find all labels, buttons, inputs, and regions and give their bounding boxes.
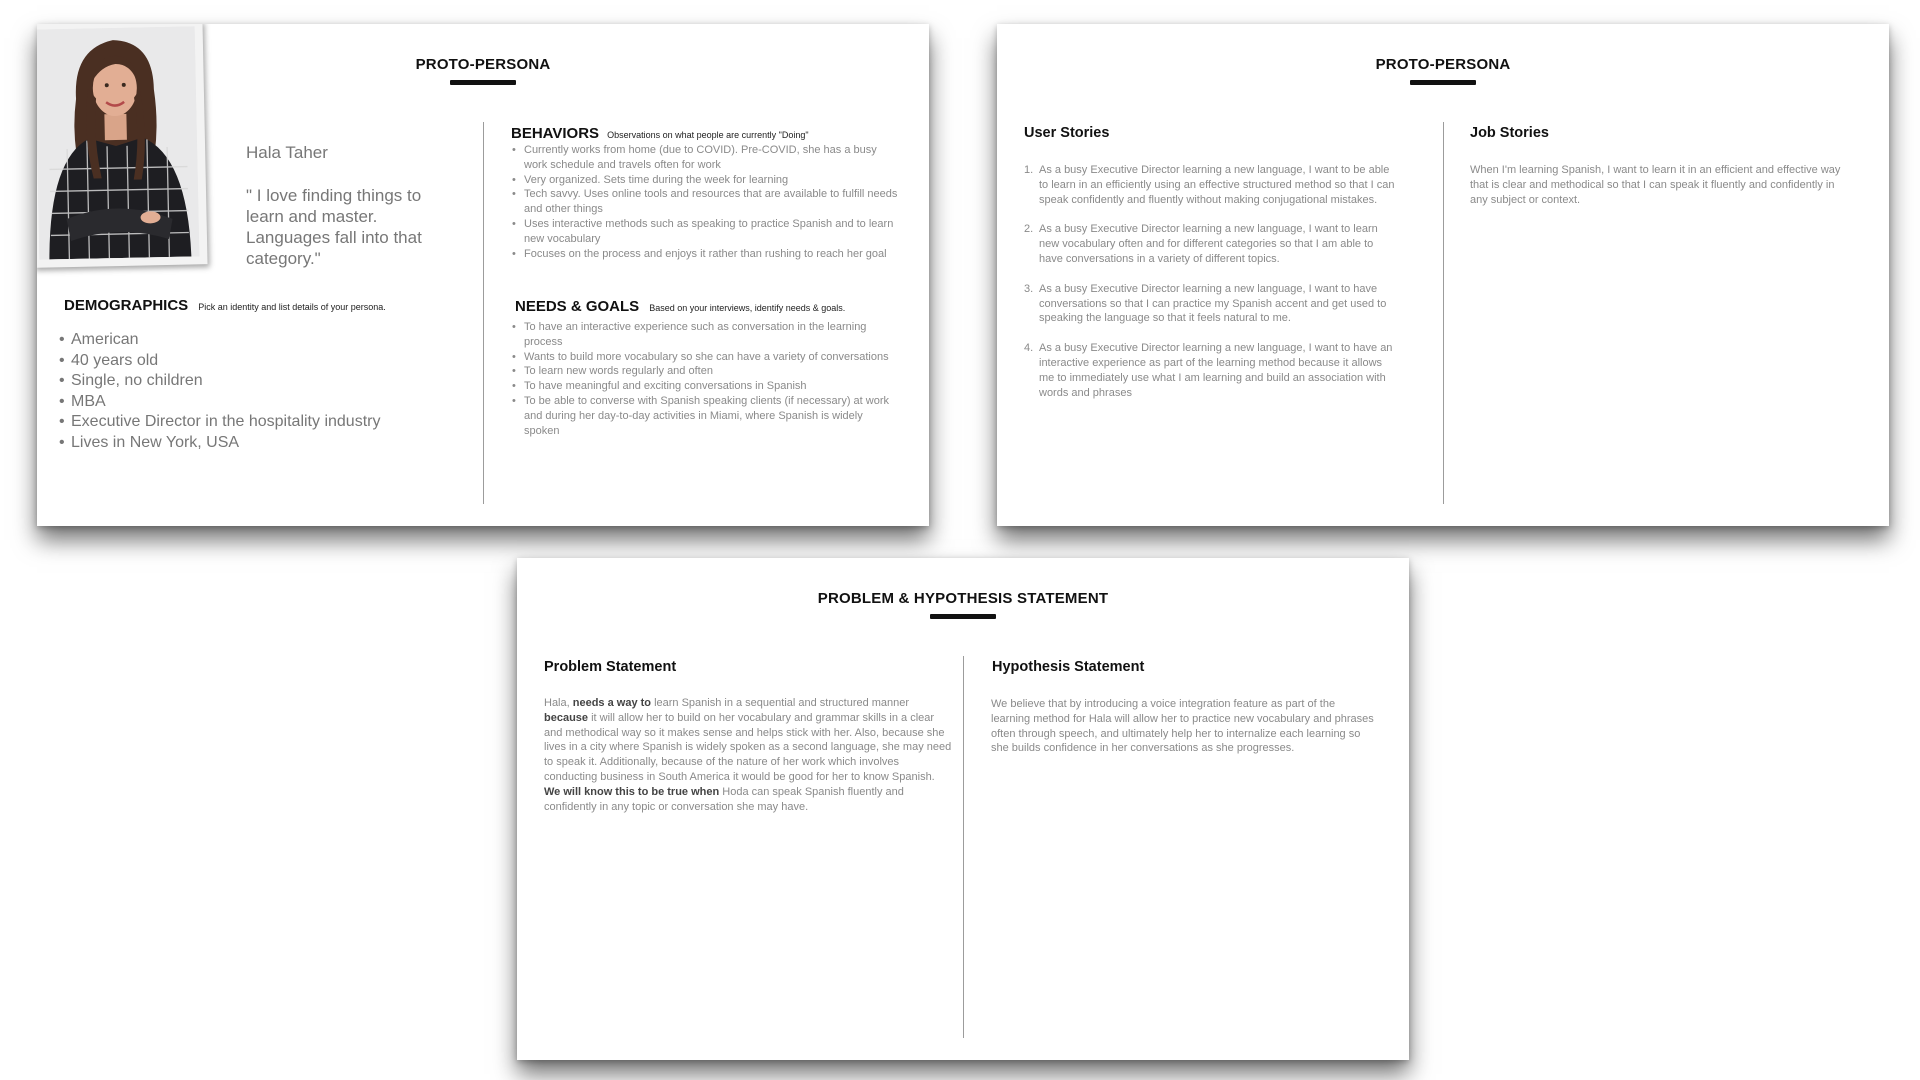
list-item: • MBA bbox=[59, 392, 419, 413]
column-divider bbox=[483, 122, 484, 504]
persona-name: Hala Taher bbox=[246, 143, 328, 162]
needs-goals-heading bbox=[515, 298, 845, 316]
slide-title: PROBLEM & HYPOTHESIS STATEMENT bbox=[817, 590, 1109, 607]
title-underline bbox=[930, 614, 996, 619]
needs-goals-title: NEEDS & GOALS bbox=[515, 298, 640, 315]
behaviors-list bbox=[511, 143, 901, 261]
list-item: • Uses interactive methods such as speaking to practice Spanish and to learn new vocabulary bbox=[511, 217, 901, 247]
story-text: As a busy Executive Director learning a new language, I want to have an interactive experience as part of the learning method because it allows me to immediately use what I am learning and build an association with words and phrases bbox=[1039, 342, 1393, 399]
story-number: 4. bbox=[1024, 342, 1034, 355]
list-item: • American bbox=[59, 330, 419, 351]
list-item: • To have an interactive experience such as conversation in the learning process bbox=[511, 320, 901, 350]
column-divider bbox=[963, 656, 964, 1038]
list-item bbox=[1024, 163, 1399, 207]
demographics-heading bbox=[64, 297, 386, 315]
list-item: • Lives in New York, USA bbox=[59, 433, 419, 454]
behaviors-heading bbox=[511, 125, 809, 143]
list-item bbox=[1024, 282, 1399, 326]
behaviors-title: BEHAVIORS bbox=[511, 125, 600, 142]
story-text: As a busy Executive Director learning a new language, I want to have conversations so that I can practice my Spanish accent and get used to speaking the language so that it feels natural to me. bbox=[1039, 282, 1387, 325]
problem-text-bold: We will know this to be true when bbox=[544, 785, 720, 798]
list-item: • Executive Director in the hospitality industry bbox=[59, 412, 419, 433]
needs-goals-hint: Based on your interviews, identify needs & goals. bbox=[649, 303, 846, 313]
story-text: As a busy Executive Director learning a new language, I want to be able to learn in an efficiently using an effective structured method so that I can speak confidently and fluently without making conjugational mistakes. bbox=[1039, 164, 1395, 206]
slide-title: PROTO-PERSONA bbox=[1375, 56, 1511, 73]
list-item: • Tech savvy. Uses online tools and resources that are available to fulfill needs and other things bbox=[511, 187, 901, 217]
demographics-title: DEMOGRAPHICS bbox=[64, 297, 189, 314]
job-stories-text: When I'm learning Spanish, I want to learn it in an efficient and effective way that is clear and methodical so that I can speak it fluently and confidently in any subject or context. bbox=[1470, 164, 1841, 206]
list-item bbox=[1024, 341, 1399, 400]
list-item bbox=[1024, 222, 1399, 266]
title-underline bbox=[1410, 80, 1476, 85]
demographics-hint: Pick an identity and list details of your persona. bbox=[198, 302, 386, 312]
proto-persona-stories-slide bbox=[997, 24, 1889, 526]
needs-goals-list bbox=[511, 320, 901, 438]
column-divider bbox=[1443, 122, 1444, 504]
problem-text-part: learn Spanish in a sequential and structured manner bbox=[651, 697, 910, 709]
story-number: 3. bbox=[1024, 282, 1034, 295]
user-stories-list bbox=[1024, 163, 1399, 415]
job-stories-heading: Job Stories bbox=[1470, 125, 1549, 141]
list-item: • Single, no children bbox=[59, 371, 419, 392]
problem-text-part: Hala, bbox=[544, 697, 573, 709]
hypothesis-statement-text: We believe that by introducing a voice integration feature as part of the learning method for Hala will allow her to practice new vocabulary and phrases often through speech, and ultimately help her to internalize each learning so she builds confidence in her conversations as she progresses. bbox=[991, 698, 1374, 755]
list-item: • To be able to converse with Spanish speaking clients (if necessary) at work and during her day-to-day activities in Miami, where Spanish is widely spoken bbox=[511, 394, 901, 438]
list-item: • Currently works from home (due to COVID). Pre-COVID, she has a busy work schedule and travels often for work bbox=[511, 143, 901, 173]
problem-text-bold: needs a way to bbox=[572, 697, 652, 709]
list-item: • Focuses on the process and enjoys it rather than rushing to reach her goal bbox=[511, 247, 901, 262]
problem-statement-text bbox=[544, 696, 952, 814]
behaviors-hint: Observations on what people are currently "Doing" bbox=[607, 130, 809, 140]
hypothesis-statement-heading: Hypothesis Statement bbox=[992, 659, 1145, 675]
demographics-list bbox=[59, 330, 419, 453]
problem-text-part: it will allow her to build on her vocabulary and grammar skills in a clear and methodical way so it makes sense and helps stick with her. Also, because she lives in a city where Spanish is widely spoken as a second language, she may need to speak it. Additionally, because of the nature of her work which involves conducting business in South America it would be good for her to know Spanish. bbox=[544, 711, 952, 783]
title-underline bbox=[450, 80, 516, 85]
problem-text-part: Hoda can speak Spanish fluently and confidently in any topic or conversation she may have. bbox=[544, 785, 904, 813]
user-stories-heading: User Stories bbox=[1024, 125, 1110, 141]
list-item: • Wants to build more vocabulary so she can have a variety of conversations bbox=[511, 350, 901, 365]
list-item: • To have meaningful and exciting conversations in Spanish bbox=[511, 379, 901, 394]
story-text: As a busy Executive Director learning a new language, I want to learn new vocabulary often and for different categories so that I am able to have conversations in a variety of different topics. bbox=[1039, 223, 1378, 265]
story-number: 2. bbox=[1024, 223, 1034, 236]
list-item: • Very organized. Sets time during the week for learning bbox=[511, 173, 901, 188]
proto-persona-slide bbox=[37, 24, 929, 526]
problem-statement-heading: Problem Statement bbox=[544, 659, 677, 675]
list-item: • 40 years old bbox=[59, 351, 419, 372]
problem-text-bold: because bbox=[544, 711, 589, 724]
story-number: 1. bbox=[1024, 164, 1034, 176]
problem-hypothesis-slide bbox=[517, 558, 1409, 1060]
slide-title: PROTO-PERSONA bbox=[415, 56, 551, 73]
persona-quote: " I love finding things to learn and master. Languages fall into that category." bbox=[246, 186, 422, 268]
list-item: • To learn new words regularly and often bbox=[511, 364, 901, 379]
